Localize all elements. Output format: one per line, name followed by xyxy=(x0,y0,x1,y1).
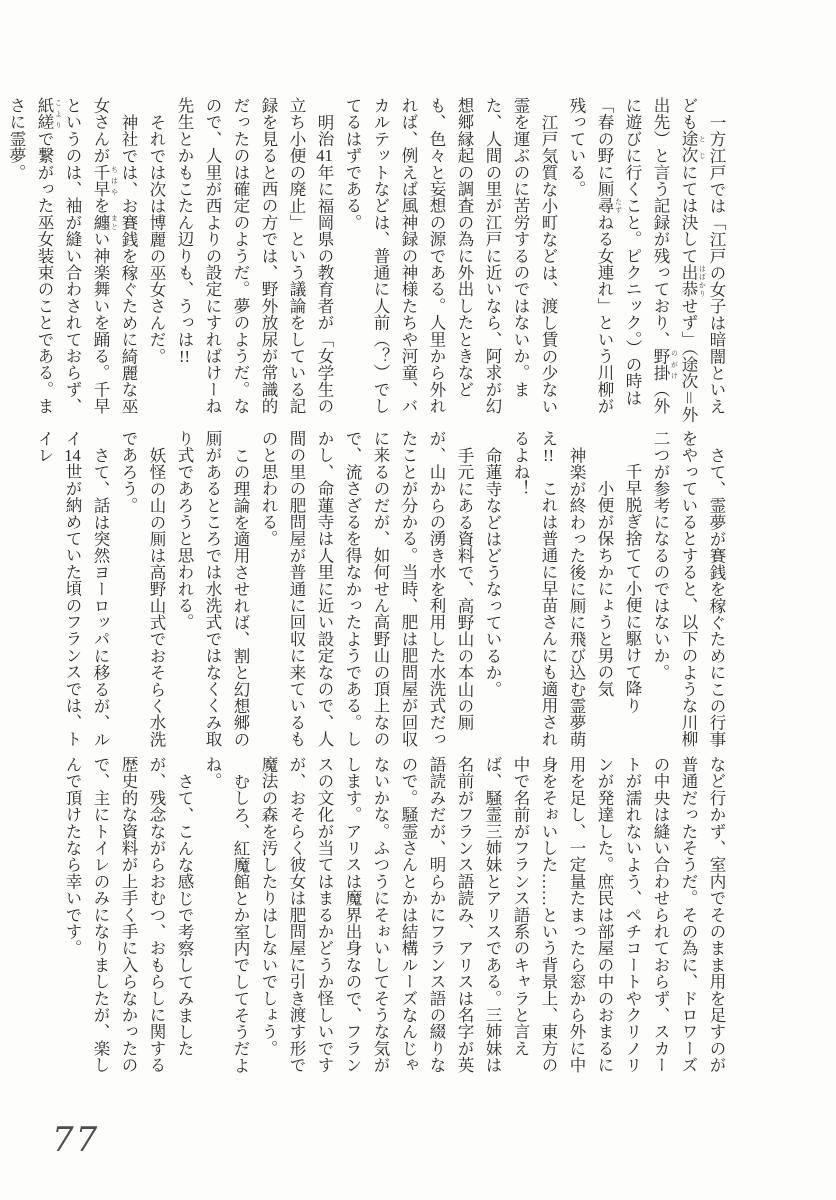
paragraph: さて、こんな感じで考察してみましたが、残念ながらおむつ、おもらしに関する歴史的な資料が上手く手に入らなかったので、主にトイレのみになりましたが、楽しんで頂けたなら幸いです。 xyxy=(63,756,194,1074)
furigana-ruby: 途次 とじ xyxy=(679,130,705,164)
paragraph: 小便が保ちかにょうと男の気 xyxy=(595,479,614,697)
paragraph: 妖怪の山の厠は高野山式でおそらく水洗であろう。 xyxy=(119,430,166,748)
paragraph: さて、霊夢が賽銭を稼ぐためにこの行事をやっているとすると、以下のような川柳二つが参考になるのではないか。 xyxy=(651,430,726,748)
furigana-ruby: 出恭 はばかり xyxy=(679,264,705,298)
paragraph: それでは次は博麗の巫女さんだ。 xyxy=(147,113,166,364)
tatechuyoko-digits: 41 xyxy=(316,146,333,164)
paragraph: 命蓮寺などはどうなっているか。 xyxy=(483,446,502,697)
tatechuyoko-digits: !! xyxy=(543,446,554,464)
furigana-ruby: 纏 まと xyxy=(91,213,117,231)
furigana-ruby: 紙縒 こより xyxy=(35,97,61,131)
paragraph: この理論を適用させれば、割と幻想郷の厠があるところでは水洗式ではなくくみ取り式であろうと思われる。 xyxy=(175,430,250,748)
paragraph: 一方江戸では「江戸の女子は暗闇といえども途次 とじにては決して出恭 はばかりせず」（途次＝外出先）と言う記録が残っており、野掛 のがけ（外に遊びに行くこと。ピクニック。）の時は「春の野に厠尋 たずねる女連れ」という川柳が残っている。 xyxy=(567,97,726,423)
paragraph: 神楽が終わった後に厠に飛び込む霊夢萌え!! これは普通に早苗さんにも適用されるよね！ xyxy=(511,430,586,748)
paragraph: 神社では、お賽銭を稼ぐために綺麗な巫女さんが千早 ちはやを纏 まとい神楽舞いを踊る。千早というのは、袖が縫い合わされておらず、紙縒 こよりで繋がった巫女装束のことである。まさに霊夢。 xyxy=(7,97,138,415)
page-number: 77 xyxy=(52,1120,100,1160)
furigana-ruby: 尋 たず xyxy=(595,197,621,214)
text-band-3 xyxy=(58,756,730,1088)
paragraph: など行かず、室内でそのまま用を足すのが普通だったそうだ。その為に、ドロワーズの中央は縫い合わせられておらず、スカートが濡れないよう、ペチコートやクリノリンが発達した。庶民は部屋の中のおまるに用を足し、一定量たまったら窓から外に中身をそぉいした……という背景上、東方の中で名前がフランス語系のキャラと言えば、騒霊三姉妹とアリスである。三姉妹は名前がフランス語読み、アリスは名字が英語読みだが、明らかにフランス語の綴りなので。騒霊さんとかは結構ルーズなんじゃないかな。ふつうにそぉいしてそうな気がします。アリスは魔界出身なので、フランスの文化が当てはまるかどうか怪しいですが、おそらく彼女は肥問屋に引き渡す形で魔法の森を汚したりはしないでしょう。 xyxy=(259,756,726,1074)
paragraph: 千早脱ぎ捨てて小便に駆けて降り xyxy=(623,463,642,714)
paragraph: むしろ、紅魔館とか室内でしてそうだよね。 xyxy=(203,756,250,1074)
tatechuyoko-digits: !! xyxy=(179,347,190,364)
paragraph: 江戸気質な小町などは、渡し賃の少ない霊を運ぶのに苦労するのではないか。また、人間の里が江戸に近いなら、阿求が幻想郷縁起の調査の為に外出したときなども、色々と妄想の源である。人里から外れれば、例えば風神録の神様たちや河童、バカルテットなどは、普通に人前（？）でしてるはずである。 xyxy=(343,97,558,415)
paragraph: 明治41年に福岡県の教育者が「女学生の立ち小便の廃止」という議論をしている記録を見ると西の方では、野外放尿が常識的だったのは確定のようだ。夢のようだ。なので、人里が西よりの設定にすればけーね先生とかもこたん辺りも、うっは!! xyxy=(175,97,334,415)
text-band-2 xyxy=(30,430,730,762)
paragraph: さて、話は突然ヨーロッパに移るが、ルイ14世が納めていた頃のフランスでは、トイレ xyxy=(35,430,110,748)
furigana-ruby: 野掛 のがけ xyxy=(651,347,677,381)
text-band-1 xyxy=(2,97,730,429)
paragraph: 手元にある資料で、高野山の本山の厠が、山からの湧き水を利用した水洗式だったことが分かる。当時、肥は肥問屋が回収に来るのだが、如何せん高野山の頂上なので、流さざるを得なかったようである。しかし、命蓮寺は人里に近い設定なので、人間の里の肥問屋が普通に回収に来ているものと思われる。 xyxy=(259,430,474,748)
tatechuyoko-digits: 14 xyxy=(64,446,81,464)
furigana-ruby: 千早 ちはや xyxy=(91,163,117,198)
